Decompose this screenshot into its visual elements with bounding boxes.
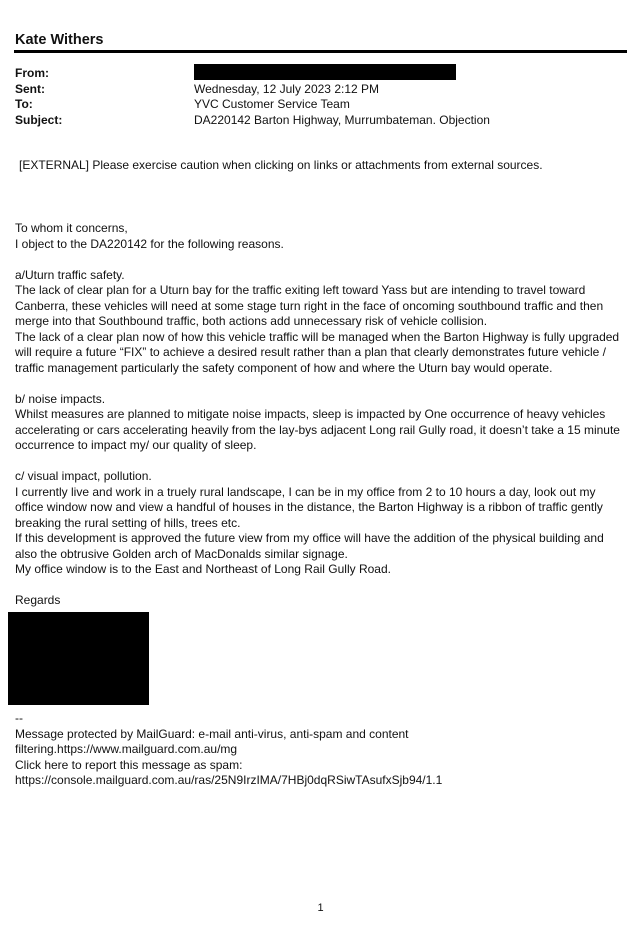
subject-value: DA220142 Barton Highway, Murrumbateman. Objection [194, 113, 490, 127]
section-b-paragraph-1: Whilst measures are planned to mitigate noise impacts, sleep is impacted by One occurrence of heavy vehicles accelerating or cars accelerating heavily from the lay-bys adjacent Long rail Gully road, it doesn’t take a 15 minute occurrence to impact my/ our quality of sleep. [15, 407, 620, 452]
sender-name: Kate Withers [15, 32, 104, 48]
footer-line-2[interactable]: filtering.https://www.mailguard.com.au/mg [15, 742, 238, 756]
subject-label: Subject: [15, 113, 63, 127]
external-notice: [EXTERNAL] Please exercise caution when clicking on links or attachments from external sources. [19, 158, 543, 172]
section-a-paragraph-1: The lack of clear plan for a Uturn bay for the traffic exiting left toward Yass but are intending to travel toward Canberra, these vehicles will need at some stage turn right in the face of oncoming southbound traffic and then merge into that Southbound traffic, both actions add unnecessary risk of vehicle collision. [15, 283, 604, 328]
intro: I object to the DA220142 for the following reasons. [15, 236, 284, 251]
sent-label: Sent: [15, 82, 45, 96]
section-a-heading: a/Uturn traffic safety. [15, 267, 125, 282]
header-rule [14, 50, 627, 53]
regards: Regards [15, 593, 61, 607]
footer-line-3: Click here to report this message as spam: [15, 757, 243, 772]
to-label: To: [15, 97, 33, 111]
from-label: From: [15, 66, 49, 80]
to-value: YVC Customer Service Team [194, 97, 350, 111]
footer-line-1: Message protected by MailGuard: e-mail anti-virus, anti-spam and content [15, 726, 409, 741]
section-c-paragraph-2: If this development is approved the future view from my office will have the addition of the physical building and also the obtrusive Golden arch of MacDonalds similar signage. [15, 531, 604, 561]
section-c-paragraph-3: My office window is to the East and Northeast of Long Rail Gully Road. [15, 562, 391, 576]
sent-value: Wednesday, 12 July 2023 2:12 PM [194, 82, 380, 96]
signature-redaction [8, 612, 149, 705]
footer-line-4[interactable]: https://console.mailguard.com.au/ras/25N9IrzIMA/7HBj0dqRSiwTAsufxSjb94/1.1 [15, 773, 443, 787]
footer-separator: -- [15, 711, 23, 725]
section-c-heading: c/ visual impact, pollution. [15, 469, 152, 483]
from-redaction [194, 64, 456, 80]
section-a-paragraph-2: The lack of a clear plan now of how this vehicle traffic will be managed when the Barton Highway is fully upgraded will require a future “FIX” to achieve a desired result rather than a plan that clearly demonstrates future vehicle / traffic management particularly the safety component of how and where the Uturn bay would operate. [15, 329, 620, 375]
section-b-heading: b/ noise impacts. [15, 391, 106, 406]
mailguard-footer [15, 711, 623, 789]
greeting: To whom it concerns, [15, 221, 128, 235]
section-c-paragraph-1: I currently live and work in a truely rural landscape, I can be in my office from 2 to 10 hours a day, look out my office window now and view a handful of houses in the distance, the Barton Highway is a ribbon of traffic gently breaking the rural setting of hills, trees etc. [15, 484, 603, 530]
email-body [15, 221, 623, 609]
page-number: 1 [317, 902, 324, 914]
